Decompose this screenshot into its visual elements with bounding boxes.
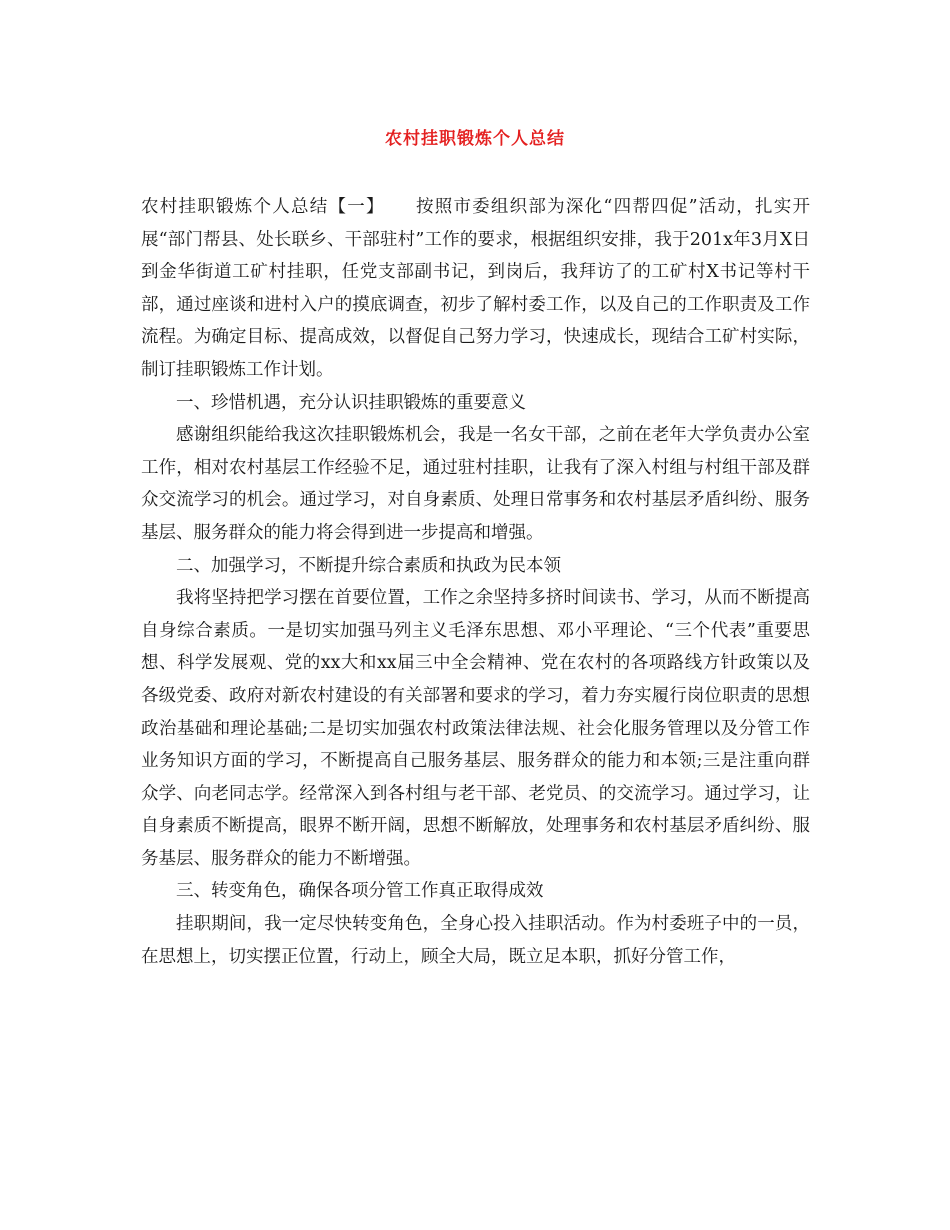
document-title: 农村挂职锻炼个人总结 xyxy=(385,129,565,149)
lead-text: 按照市委组织部为深化“四帮四促”活动，扎实开展“部门帮县、处长联乡、干部驻村”工作的要求，根据组织安排，我于201x年3月X日到金华街道工矿村挂职，任党支部副书记，到岗后，我拜访了的工矿村X书记等村干部，通过座谈和进村入户的摸底调查，初步了解村委工作，以及自己的工作职责及工作流程。为确定目标、提高成效，以督促自己努力学习，快速成长，现结合工矿村实际，制订挂职锻炼工作计划。 xyxy=(141,197,810,380)
lead-paragraph xyxy=(141,191,810,387)
paragraph-2: 我将坚持把学习摆在首要位置，工作之余坚持多挤时间读书、学习，从而不断提高自身综合素质。一是切实加强马列主义毛泽东思想、邓小平理论、“三个代表”重要思想、科学发展观、党的xx大和xx届三中全会精神、党在农村的各项路线方针政策以及各级党委、政府对新农村建设的有关部署和要求的学习，着力夯实履行岗位职责的思想政治基础和理论基础;二是切实加强农村政策法律法规、社会化服务管理以及分管工作业务知识方面的学习，不断提高自己服务基层、服务群众的能力和本领;三是注重向群众学、向老同志学。经常深入到各村组与老干部、老党员、的交流学习。通过学习，让自身素质不断提高，眼界不断开阔，思想不断解放，处理事务和农村基层矛盾纠纷、服务基层、服务群众的能力不断增强。 xyxy=(141,588,810,869)
paragraph-1: 感谢组织能给我这次挂职锻炼机会，我是一名女干部，之前在老年大学负责办公室工作，相对农村基层工作经验不足，通过驻村挂职，让我有了深入村组与村组干部及群众交流学习的机会。通过学习，对自身素质、处理日常事务和农村基层矛盾纠纷、服务基层、服务群众的能力将会得到进一步提高和增强。 xyxy=(141,425,810,543)
section-heading-1: 一、珍惜机遇，充分认识挂职锻炼的重要意义 xyxy=(176,392,526,413)
paragraph-3: 挂职期间，我一定尽快转变角色，全身心投入挂职活动。作为村委班子中的一员，在思想上，切实摆正位置，行动上，顾全大局，既立足本职，抓好分管工作， xyxy=(141,914,810,967)
section-heading-3: 三、转变角色，确保各项分管工作真正取得成效 xyxy=(176,881,544,902)
document-body xyxy=(141,191,810,973)
section-heading-2: 二、加强学习，不断提升综合素质和执政为民本领 xyxy=(176,555,561,576)
section-label: 农村挂职锻炼个人总结【一】 xyxy=(141,197,385,217)
